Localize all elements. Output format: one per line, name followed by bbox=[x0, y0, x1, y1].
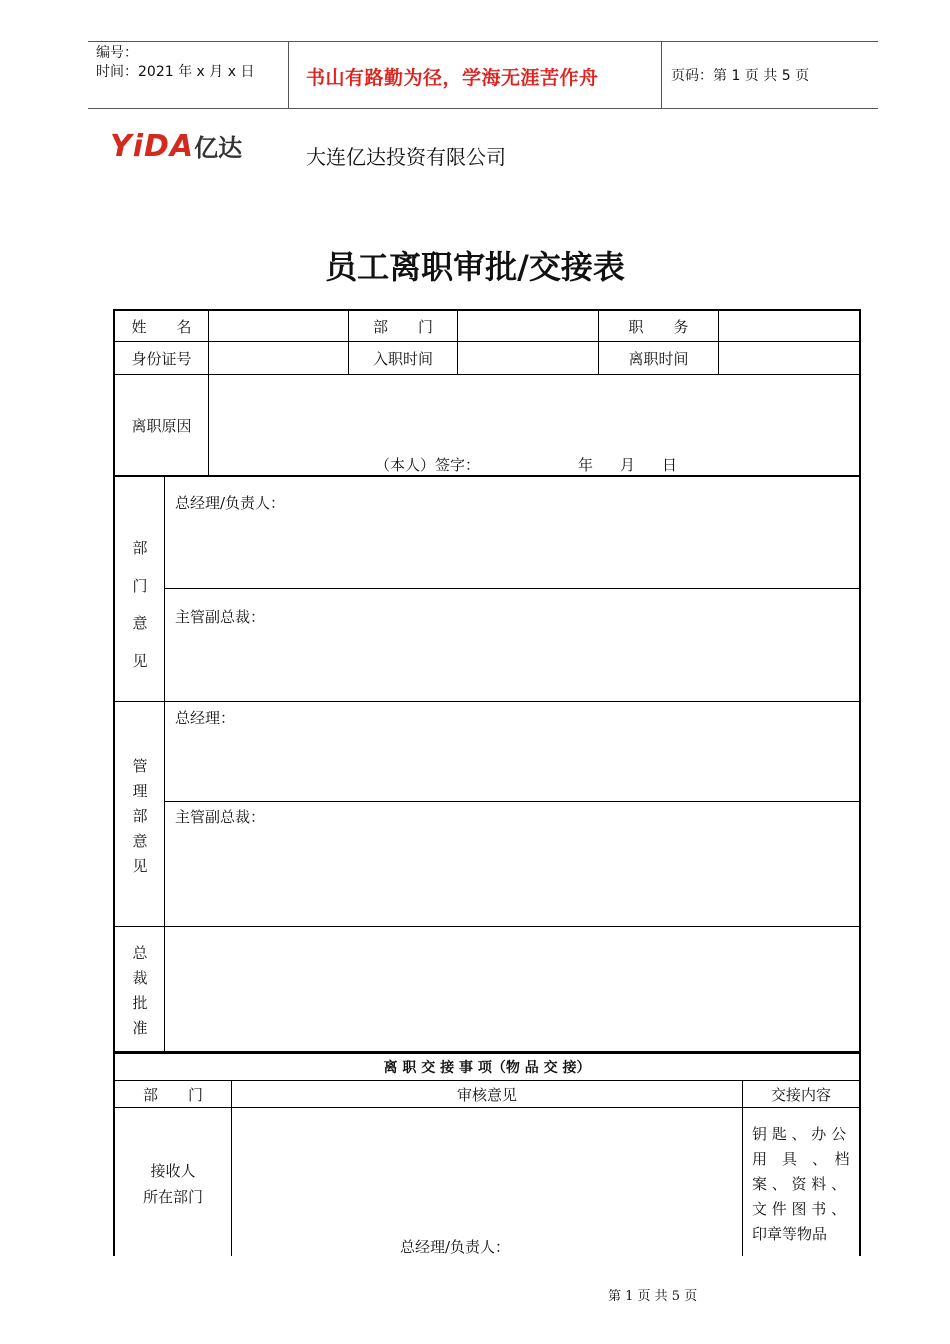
motto-text: 书山有路勤为径，学海无涯苦作舟 bbox=[306, 67, 599, 89]
serial-label: 编号： bbox=[96, 45, 138, 61]
handover-content-header: 交接内容 bbox=[770, 1085, 831, 1104]
handover-review-field[interactable] bbox=[232, 1108, 742, 1256]
logo-chinese: 亿达 bbox=[194, 134, 243, 162]
mgmt-gm-label: 总经理： bbox=[175, 709, 236, 727]
signature-month: 月 bbox=[620, 456, 636, 474]
id-number-label: 身份证号 bbox=[131, 349, 192, 368]
dept-vp-label: 主管副总裁： bbox=[175, 608, 266, 626]
employee-signature-label: （本人）签字： bbox=[375, 456, 481, 474]
handover-section-title: 离 职 交 接 事 项（物 品 交 接） bbox=[383, 1060, 591, 1076]
handover-review-header: 审核意见 bbox=[456, 1085, 517, 1104]
mgmt-gm-opinion-field[interactable] bbox=[165, 702, 859, 801]
company-name: 大连亿达投资有限公司 bbox=[306, 145, 506, 169]
dept-gm-label: 总经理/负责人： bbox=[175, 494, 286, 512]
handover-content-list: 钥 匙 、 办 公 用 具 、 档 案 、 资 料 、 文 件 图 书 、 印章等物品 bbox=[752, 1125, 850, 1243]
signature-day: 日 bbox=[662, 456, 678, 474]
leave-reason-field[interactable] bbox=[209, 375, 859, 475]
header-divider bbox=[661, 41, 662, 108]
header-top-rule bbox=[88, 41, 878, 42]
receiver-dept-label: 接收人 所在部门 bbox=[142, 1162, 203, 1206]
company-logo bbox=[110, 128, 242, 164]
hire-date-field[interactable] bbox=[458, 342, 598, 374]
department-opinion-label: 部 门 意 见 bbox=[132, 539, 148, 670]
position-label: 职 务 bbox=[628, 317, 689, 336]
leave-date-label: 离职时间 bbox=[628, 349, 689, 368]
position-field[interactable] bbox=[719, 311, 859, 341]
dept-gm-opinion-field[interactable] bbox=[165, 477, 859, 588]
form-title: 员工离职审批/交接表 bbox=[325, 248, 625, 286]
leave-reason-label: 离职原因 bbox=[131, 416, 192, 435]
time-label: 时间：2021 年 x 月 x 日 bbox=[96, 64, 255, 80]
header-bottom-rule bbox=[88, 108, 878, 109]
name-field[interactable] bbox=[209, 311, 348, 341]
handover-dept-header: 部 门 bbox=[142, 1085, 203, 1104]
mgmt-vp-opinion-field[interactable] bbox=[165, 802, 859, 926]
handover-gm-signature-label: 总经理/负责人： bbox=[400, 1238, 511, 1256]
hire-date-label: 入职时间 bbox=[372, 349, 433, 368]
department-field[interactable] bbox=[458, 311, 598, 341]
page-footer: 第 1 页 共 5 页 bbox=[608, 1289, 698, 1304]
management-opinion-label: 管 理 部 意 见 bbox=[132, 757, 148, 875]
president-approval-field[interactable] bbox=[165, 927, 859, 1051]
dept-vp-opinion-field[interactable] bbox=[165, 589, 859, 701]
president-approval-label: 总 裁 批 准 bbox=[132, 944, 148, 1037]
logo-latin: YiDA bbox=[110, 129, 195, 164]
page-number: 页码：第 1 页 共 5 页 bbox=[671, 68, 810, 84]
id-number-field[interactable] bbox=[209, 342, 348, 374]
name-label: 姓 名 bbox=[131, 317, 192, 336]
signature-year: 年 bbox=[578, 456, 594, 474]
header-divider bbox=[288, 41, 289, 108]
leave-date-field[interactable] bbox=[719, 342, 859, 374]
mgmt-vp-label: 主管副总裁： bbox=[175, 808, 266, 826]
department-label: 部 门 bbox=[372, 317, 433, 336]
